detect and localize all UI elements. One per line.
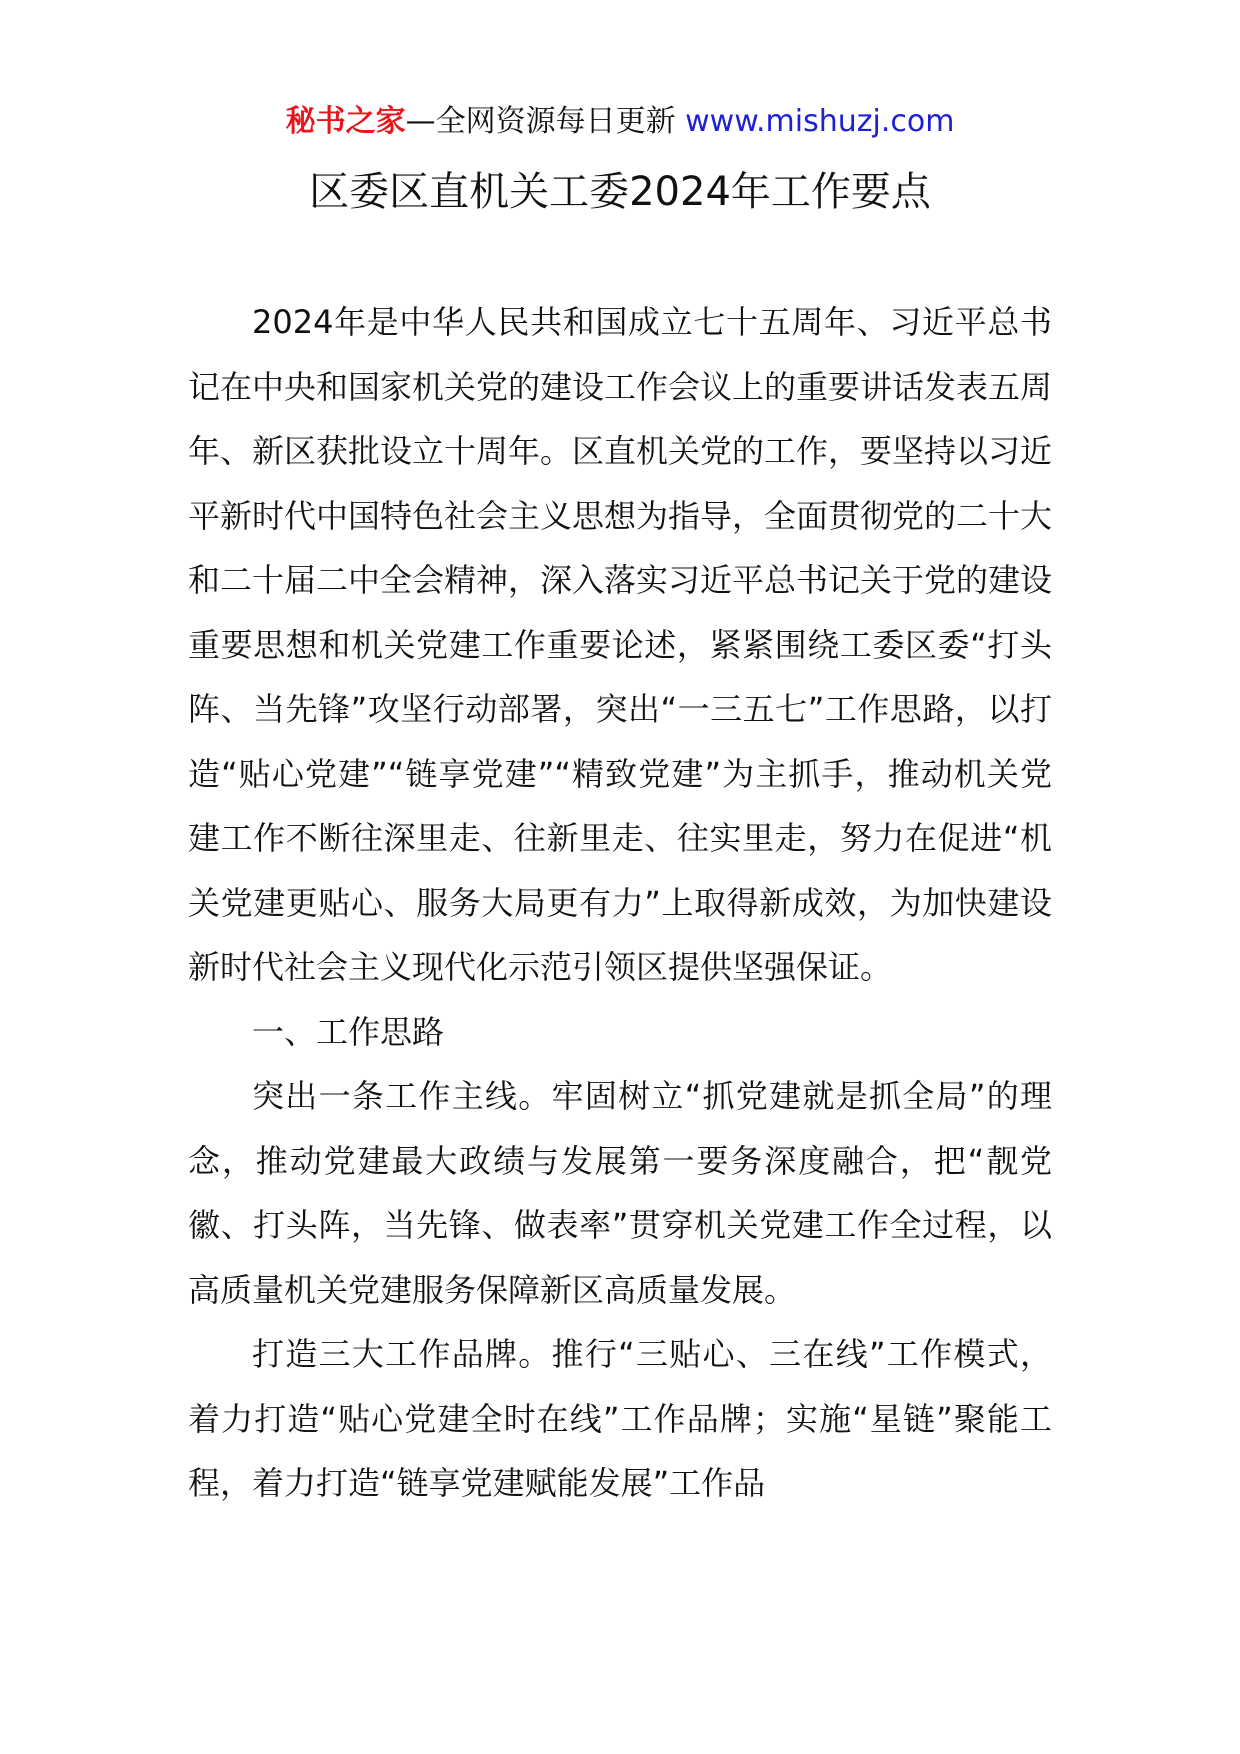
document-body	[188, 290, 1052, 1516]
brand-name: 秘书之家	[285, 104, 406, 139]
site-url-link[interactable]: www.mishuzj.com	[685, 104, 955, 139]
section-heading: 一、工作思路	[252, 1012, 445, 1051]
intro-paragraph: 2024年是中华人民共和国成立七十五周年、习近平总书记在中央和国家机关党的建设工作会议上的重要讲话发表五周年、新区获批设立十周年。区直机关党的工作，要坚持以习近平新时代中国特色社会主义思想为指导，全面贯彻党的二十大和二十届二中全会精神，深入落实习近平总书记关于党的建设重要思想和机关党建工作重要论述，紧紧围绕工委区委“打头阵、当先锋”攻坚行动部署，突出“一三五七”工作思路，以打造“贴心党建”“链享党建”“精致党建”为主抓手，推动机关党建工作不断往深里走、往新里走、往实里走，努力在促进“机关党建更贴心、服务大局更有力”上取得新成效，为加快建设新时代社会主义现代化示范引领区提供坚强保证。	[188, 303, 1053, 986]
document-title: 区委区直机关工委2024年工作要点	[309, 169, 931, 215]
body-paragraph: 突出一条工作主线。牢固树立“抓党建就是抓全局”的理念，推动党建最大政绩与发展第一要务深度融合，把“靓党徽、打头阵，当先锋、做表率”贯穿机关党建工作全过程，以高质量机关党建服务保障新区高质量发展。	[188, 1077, 1052, 1309]
site-header	[0, 100, 1240, 144]
body-paragraph: 打造三大工作品牌。推行“三贴心、三在线”工作模式，着力打造“贴心党建全时在线”工作品牌；实施“星链”聚能工程，着力打造“链享党建赋能发展”工作品	[188, 1335, 1052, 1502]
header-tagline: —全网资源每日更新	[405, 104, 676, 139]
